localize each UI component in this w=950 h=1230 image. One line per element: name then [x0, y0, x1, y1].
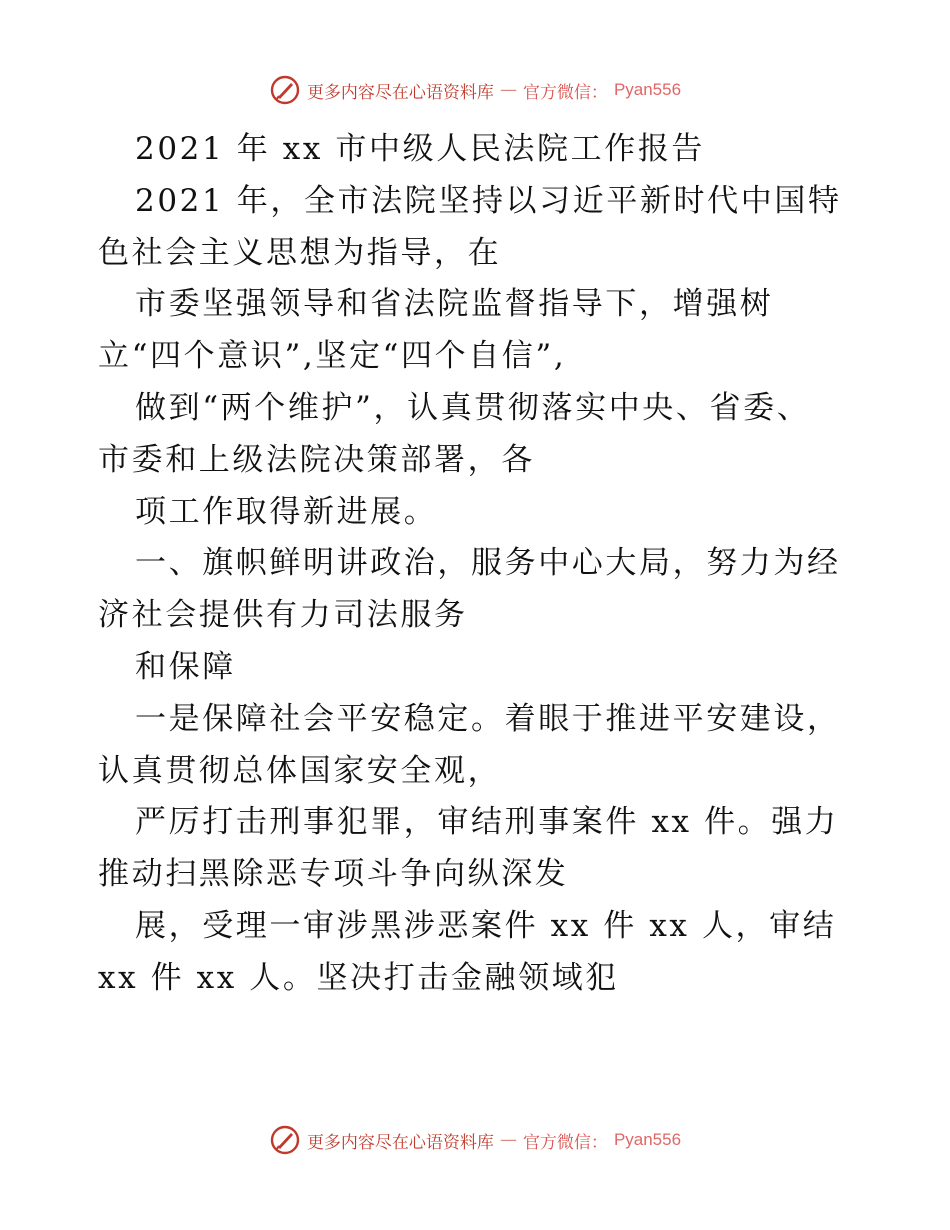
paragraph-line: 展，受理一审涉黑涉恶案件 xx 件 xx 人，审结 [135, 907, 837, 944]
watermark-separator: — [499, 80, 517, 100]
feather-pen-icon [269, 1124, 301, 1156]
watermark-separator: — [499, 1130, 517, 1150]
paragraph-line: 立“四个意识”,坚定“四个自信”, [98, 338, 567, 375]
paragraph-line: xx 件 xx 人。坚决打击金融领域犯 [98, 959, 619, 996]
paragraph-line: 市委坚强领导和省法院监督指导下，增强树 [135, 286, 774, 323]
watermark-handle: Pyan556 [613, 1130, 682, 1149]
paragraph-line: 做到“两个维护”，认真贯彻落实中央、省委、 [135, 389, 811, 426]
feather-pen-icon [269, 74, 301, 106]
paragraph-line: 推动扫黑除恶专项斗争向纵深发 [98, 856, 569, 893]
watermark-brand: 更多内容尽在心语资料库 [306, 82, 494, 103]
document-body [98, 124, 858, 1005]
paragraph-line: 色社会主义思想为指导，在 [98, 234, 502, 271]
section-heading-line: 济社会提供有力司法服务 [98, 597, 468, 634]
section-heading-line: 一、旗帜鲜明讲政治，服务中心大局，努力为经 [135, 545, 841, 582]
paragraph-line: 认真贯彻总体国家安全观， [98, 752, 502, 789]
paragraph-line: 市委和上级法院决策部署，各 [98, 441, 535, 478]
document-title: 2021 年 xx 市中级人民法院工作报告 [135, 131, 706, 167]
paragraph-line: 项工作取得新进展。 [135, 493, 438, 530]
paragraph-line: 一是保障社会平安稳定。着眼于推进平安建设， [135, 700, 841, 737]
header-watermark [0, 72, 950, 108]
paragraph-line: 2021 年，全市法院坚持以习近平新时代中国特 [135, 182, 842, 219]
paragraph-line: 严厉打击刑事犯罪，审结刑事案件 xx 件。强力 [135, 804, 839, 841]
watermark-brand: 更多内容尽在心语资料库 [306, 1132, 494, 1153]
watermark-wechat-label: 官方微信： [522, 1132, 608, 1153]
footer-watermark [0, 1122, 950, 1158]
section-heading-line: 和保障 [135, 648, 236, 685]
watermark-wechat-label: 官方微信： [522, 82, 608, 103]
watermark-handle: Pyan556 [613, 80, 682, 99]
